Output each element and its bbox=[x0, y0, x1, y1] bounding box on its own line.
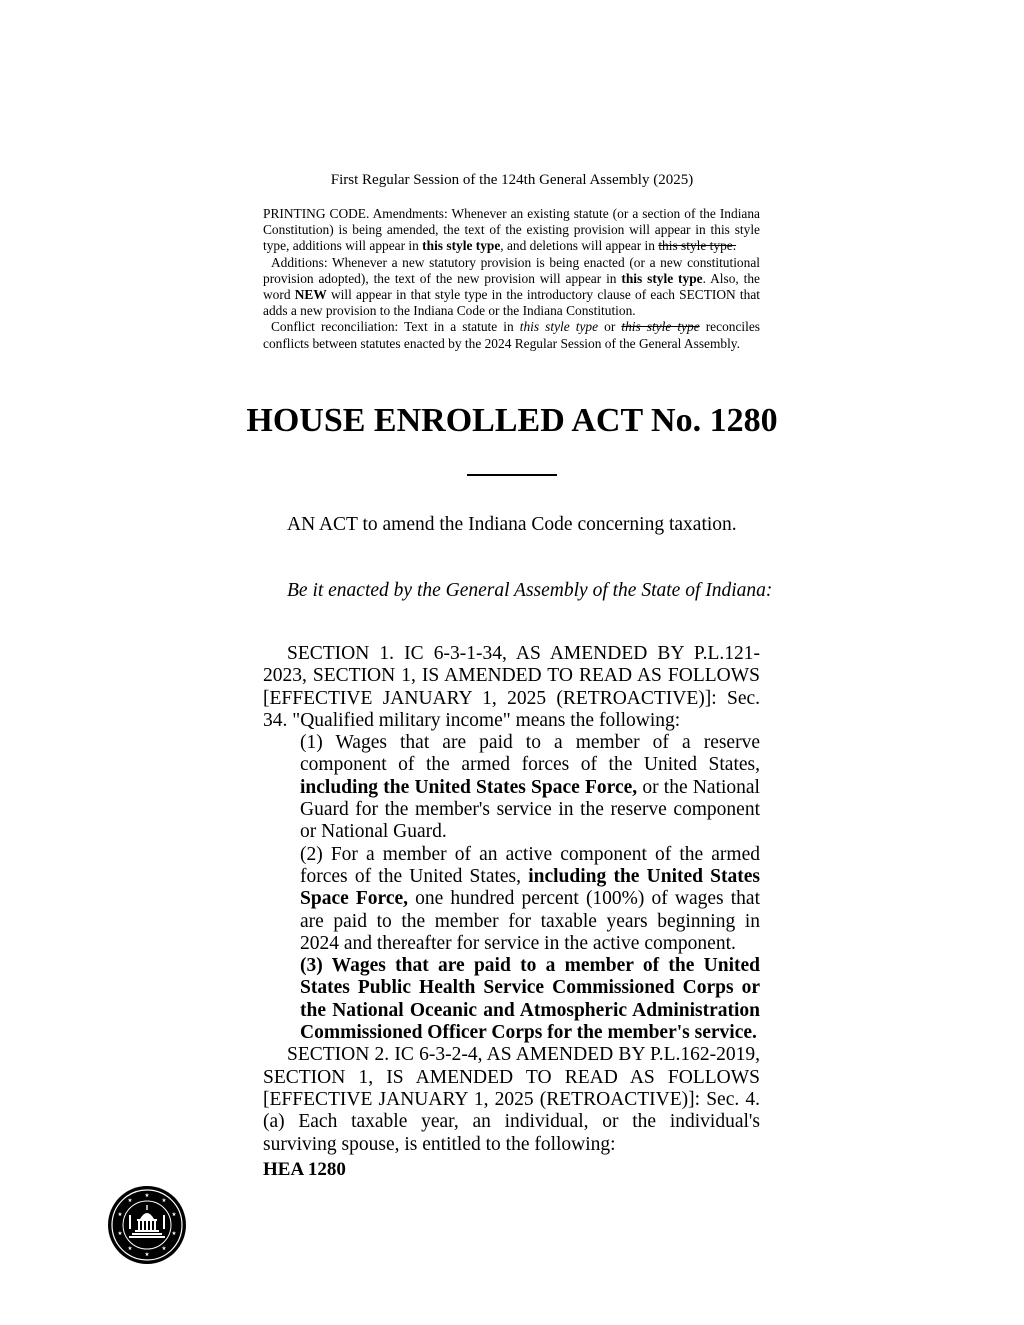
svg-text:★: ★ bbox=[127, 1246, 133, 1252]
svg-text:★: ★ bbox=[117, 1231, 123, 1237]
svg-text:★: ★ bbox=[171, 1212, 177, 1218]
bill-body bbox=[263, 643, 760, 1156]
svg-text:★: ★ bbox=[144, 1252, 150, 1258]
section-1-item-2: (2) For a member of an active component of the armed forces of the United States, including the United States Space Force, one hundred percent (100%) of wages that are paid to the member for taxable years beginning in 2024 and thereafter for service in the active component. bbox=[300, 843, 761, 954]
svg-text:★: ★ bbox=[161, 1246, 167, 1252]
indiana-state-seal-icon bbox=[107, 1185, 187, 1265]
svg-text:★: ★ bbox=[161, 1198, 167, 1204]
section-2-intro: SECTION 2. IC 6-3-2-4, AS AMENDED BY P.L.162-2019, SECTION 1, IS AMENDED TO READ AS FOLLOWS [EFFECTIVE JANUARY 1, 2025 (RETROACTIVE)]: Sec. 4. (a) Each taxable year, an individual, or the individual's surviving spouse, is entitled to the following: bbox=[263, 1044, 760, 1155]
act-description: AN ACT to amend the Indiana Code concerning taxation. bbox=[287, 514, 737, 535]
printing-code-conflict: Conflict reconciliation: Text in a statute in this style type or this style type reconciles conflicts between statutes enacted by the 2024 Regular Session of the General Assembly. bbox=[263, 319, 760, 351]
svg-text:★: ★ bbox=[127, 1198, 133, 1204]
section-1-intro: SECTION 1. IC 6-3-1-34, AS AMENDED BY P.L.121-2023, SECTION 1, IS AMENDED TO READ AS FOLLOWS [EFFECTIVE JANUARY 1, 2025 (RETROACTIVE)]: Sec. 34. "Qualified military income" means the following: bbox=[263, 643, 760, 731]
footer-label: HEA 1280 bbox=[263, 1159, 346, 1180]
printing-code-amendments: PRINTING CODE. Amendments: Whenever an existing statute (or a section of the Indiana Constitution) is being amended, the text of the existing provision will appear in this style type, additions will appear in this style type, and deletions will appear in this style type. bbox=[263, 206, 760, 254]
section-1-item-3: (3) Wages that are paid to a member of the United States Public Health Service Commissioned Corps or the National Oceanic and Atmospheric Administration Commissioned Officer Corps for the member's service. bbox=[300, 955, 760, 1044]
svg-text:★: ★ bbox=[144, 1193, 150, 1199]
enacting-clause: Be it enacted by the General Assembly of the State of Indiana: bbox=[287, 580, 773, 601]
svg-text:★: ★ bbox=[117, 1212, 123, 1218]
printing-code-notice bbox=[263, 206, 760, 352]
document-title: HOUSE ENROLLED ACT No. 1280 bbox=[246, 402, 778, 439]
section-1-item-1: (1) Wages that are paid to a member of a reserve component of the armed forces of the United States, including the United States Space Force, or the National Guard for the member's service in the reserve component or National Guard. bbox=[300, 732, 760, 843]
printing-code-additions: Additions: Whenever a new statutory provision is being enacted (or a new constitutional provision adopted), the text of the new provision will appear in this style type. Also, the word NEW will appear in that style type in the introductory clause of each SECTION that adds a new provision to the Indiana Code or the Indiana Constitution. bbox=[263, 254, 760, 319]
title-divider bbox=[467, 474, 557, 476]
svg-text:★: ★ bbox=[171, 1231, 177, 1237]
session-header: First Regular Session of the 124th General Assembly (2025) bbox=[330, 172, 694, 188]
